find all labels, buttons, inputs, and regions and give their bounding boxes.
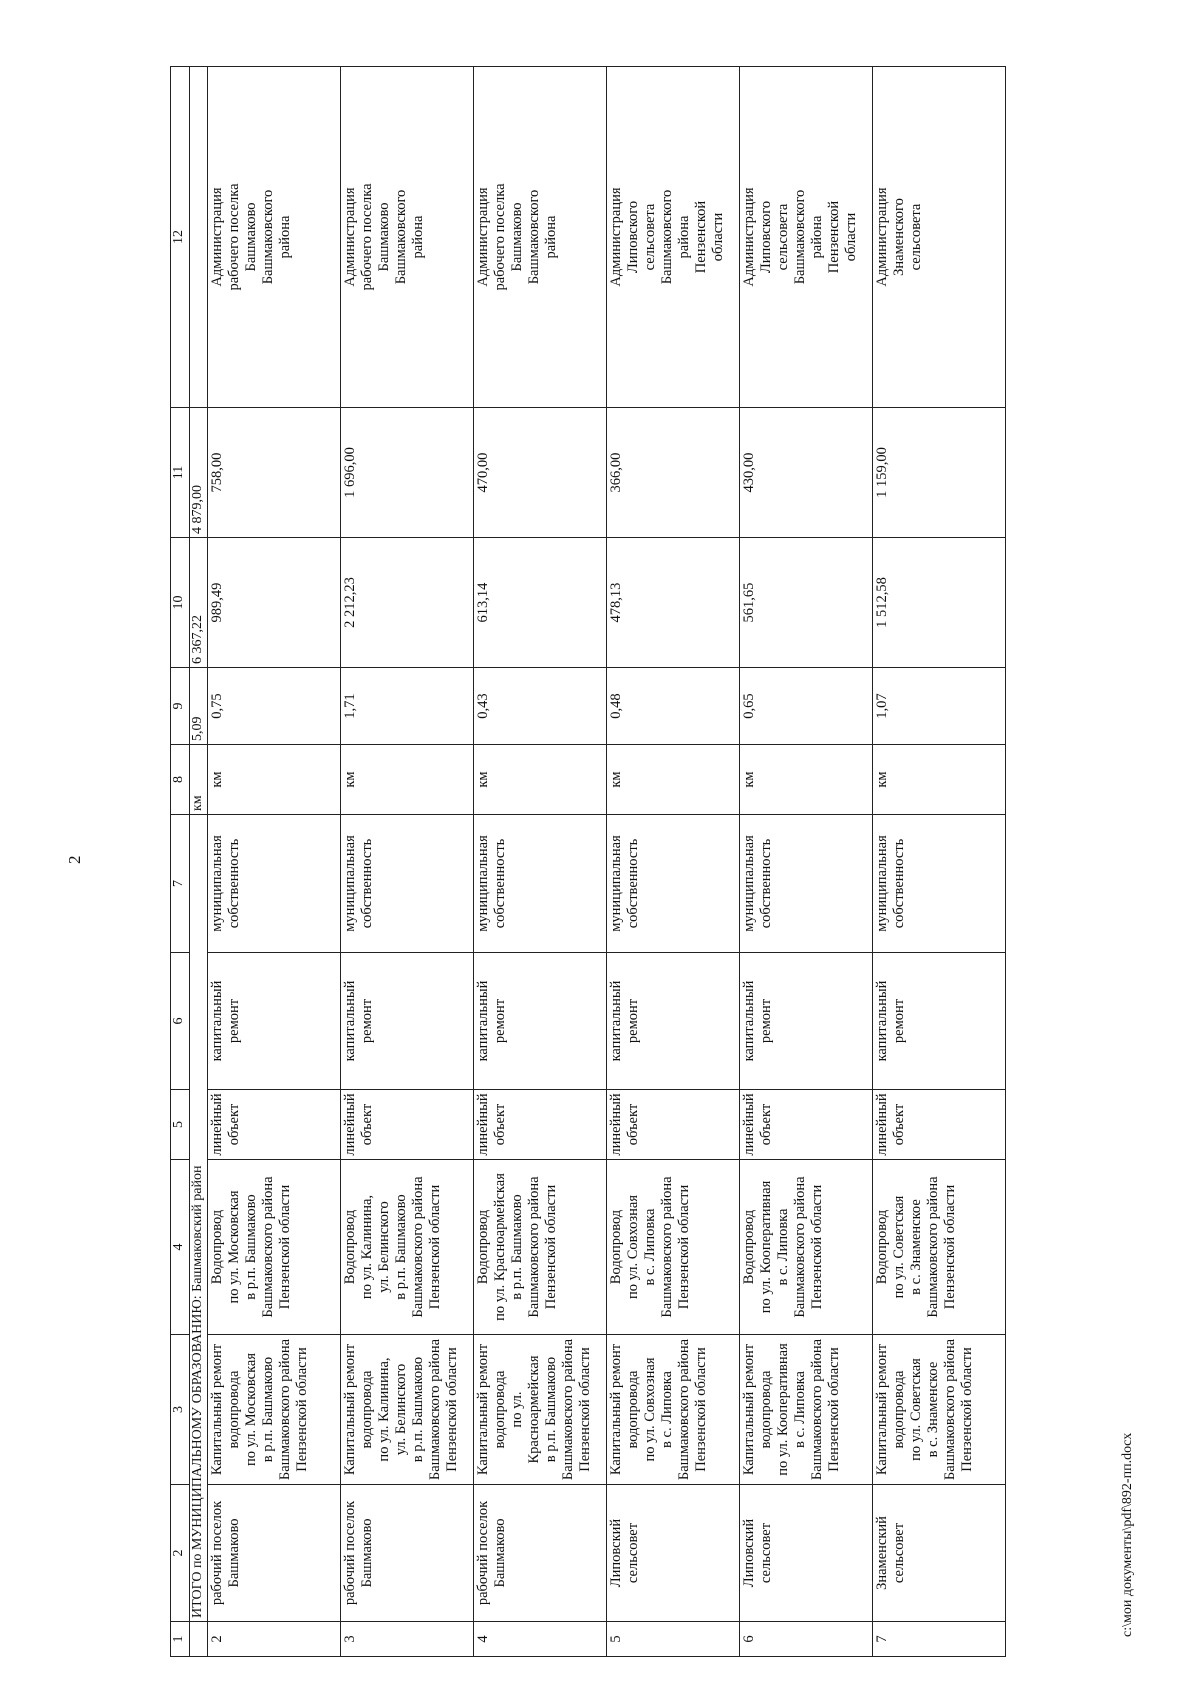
recipient-cell: Администрация рабочего поселка Башмаково Башмаковского района [341,67,474,408]
unit-cell: км [341,745,474,815]
ownership-cell: муниципальная собственность [208,815,341,953]
object-type-cell: линейный объект [208,1090,341,1160]
total-blank [190,67,208,408]
col-header: 6 [171,953,190,1090]
municipality-cell: рабочий поселок Башмаково [208,1485,341,1622]
cost-cell: 478,13 [607,538,740,668]
cost-cell: 989,49 [208,538,341,668]
table-row [607,67,740,1657]
footer-path: c:\мои документы\pdf\892-пп.docx [1120,1432,1135,1637]
table-row [341,67,474,1657]
total-row [190,67,208,1657]
total-length: 5,09 [190,668,208,745]
municipality-cell: Липовский сельсовет [740,1485,873,1622]
ownership-cell: муниципальная собственность [341,815,474,953]
unit-cell: км [474,745,607,815]
event-cell: Капитальный ремонт водопровода по ул. Кооперативная в с. Липовка Башмаковского района Пензенской области [740,1335,873,1485]
cost-cell: 561,65 [740,538,873,668]
length-cell: 1,71 [341,668,474,745]
cost-cell: 613,14 [474,538,607,668]
length-cell: 0,43 [474,668,607,745]
municipality-cell: рабочий поселок Башмаково [474,1485,607,1622]
col-header: 2 [171,1485,190,1622]
row-number: 4 [474,1622,607,1657]
unit-cell: км [208,745,341,815]
col-header: 3 [171,1335,190,1485]
col-header: 4 [171,1160,190,1335]
event-cell: Капитальный ремонт водопровода по ул. Красноармейская в р.п. Башмаково Башмаковского района Пензенской области [474,1335,607,1485]
col-header: 5 [171,1090,190,1160]
recipient-cell: Администрация Знаменского сельсовета [873,67,1006,408]
ownership-cell: муниципальная собственность [474,815,607,953]
object-cell: Водопровод по ул. Советская в с. Знаменское Башмаковского района Пензенской области [873,1160,1006,1335]
col-header: 8 [171,745,190,815]
col-header: 7 [171,815,190,953]
unit-cell: км [740,745,873,815]
municipality-cell: Знаменский сельсовет [873,1485,1006,1622]
ownership-cell: муниципальная собственность [873,815,1006,953]
table-row [208,67,341,1657]
length-cell: 0,75 [208,668,341,745]
recipient-cell: Администрация Липовского сельсовета Башмаковского района Пензенской области [740,67,873,408]
recipient-cell: Администрация Липовского сельсовета Башмаковского района Пензенской области [607,67,740,408]
object-type-cell: линейный объект [341,1090,474,1160]
length-cell: 0,48 [607,668,740,745]
object-type-cell: линейный объект [740,1090,873,1160]
row-number: 6 [740,1622,873,1657]
col-header: 1 [171,1622,190,1657]
length-cell: 1,07 [873,668,1006,745]
total-blank [190,1622,208,1657]
recipient-cell: Администрация рабочего поселка Башмаково Башмаковского района [208,67,341,408]
row-number: 2 [208,1622,341,1657]
funds-cell: 430,00 [740,408,873,538]
recipient-cell: Администрация рабочего поселка Башмаково Башмаковского района [474,67,607,408]
object-type-cell: линейный объект [873,1090,1006,1160]
event-cell: Капитальный ремонт водопровода по ул. Советская в с. Знаменское Башмаковского района Пензенской области [873,1335,1006,1485]
col-header: 11 [171,408,190,538]
cost-cell: 2 212,23 [341,538,474,668]
col-header: 9 [171,668,190,745]
work-type-cell: капитальный ремонт [474,953,607,1090]
row-number: 3 [341,1622,474,1657]
funds-cell: 1 159,00 [873,408,1006,538]
col-header: 10 [171,538,190,668]
funds-cell: 758,00 [208,408,341,538]
total-label: ИТОГО по МУНИЦИПАЛЬНОМУ ОБРАЗОВАНИЮ: Башмаковский район [190,815,208,1622]
page-number: 2 [65,855,84,864]
funds-cell: 366,00 [607,408,740,538]
object-cell: Водопровод по ул. Совхозная в с. Липовка Башмаковского района Пензенской области [607,1160,740,1335]
object-cell: Водопровод по ул. Калинина, ул. Белинского в р.п. Башмаково Башмаковского района Пензенской области [341,1160,474,1335]
work-type-cell: капитальный ремонт [740,953,873,1090]
row-number: 7 [873,1622,1006,1657]
funds-cell: 1 696,00 [341,408,474,538]
municipality-cell: Липовский сельсовет [607,1485,740,1622]
funds-cell: 470,00 [474,408,607,538]
work-type-cell: капитальный ремонт [607,953,740,1090]
table-row [740,67,873,1657]
event-cell: Капитальный ремонт водопровода по ул. Калинина, ул. Белинского в р.п. Башмаково Башмаковского района Пензенской области [341,1335,474,1485]
event-cell: Капитальный ремонт водопровода по ул. Совхозная в с. Липовка Башмаковского района Пензенской области [607,1335,740,1485]
object-type-cell: линейный объект [607,1090,740,1160]
table-row [474,67,607,1657]
row-number: 5 [607,1622,740,1657]
work-type-cell: капитальный ремонт [208,953,341,1090]
unit-cell: км [607,745,740,815]
total-unit: км [190,745,208,815]
object-cell: Водопровод по ул. Красноармейская в р.п. Башмаково Башмаковского района Пензенской области [474,1160,607,1335]
municipality-cell: рабочий поселок Башмаково [341,1485,474,1622]
total-cost: 6 367,22 [190,538,208,668]
ownership-cell: муниципальная собственность [607,815,740,953]
table-row [873,67,1006,1657]
length-cell: 0,65 [740,668,873,745]
column-numbers-row [171,67,190,1657]
projects-table [170,66,1006,1657]
total-funds: 4 879,00 [190,408,208,538]
object-cell: Водопровод по ул. Кооперативная в с. Липовка Башмаковского района Пензенской области [740,1160,873,1335]
cost-cell: 1 512,58 [873,538,1006,668]
object-type-cell: линейный объект [474,1090,607,1160]
ownership-cell: муниципальная собственность [740,815,873,953]
object-cell: Водопровод по ул. Московская в р.п. Башмаково Башмаковского района Пензенской области [208,1160,341,1335]
work-type-cell: капитальный ремонт [873,953,1006,1090]
work-type-cell: капитальный ремонт [341,953,474,1090]
event-cell: Капитальный ремонт водопровода по ул. Московская в р.п. Башмаково Башмаковского района Пензенской области [208,1335,341,1485]
col-header: 12 [171,67,190,408]
unit-cell: км [873,745,1006,815]
